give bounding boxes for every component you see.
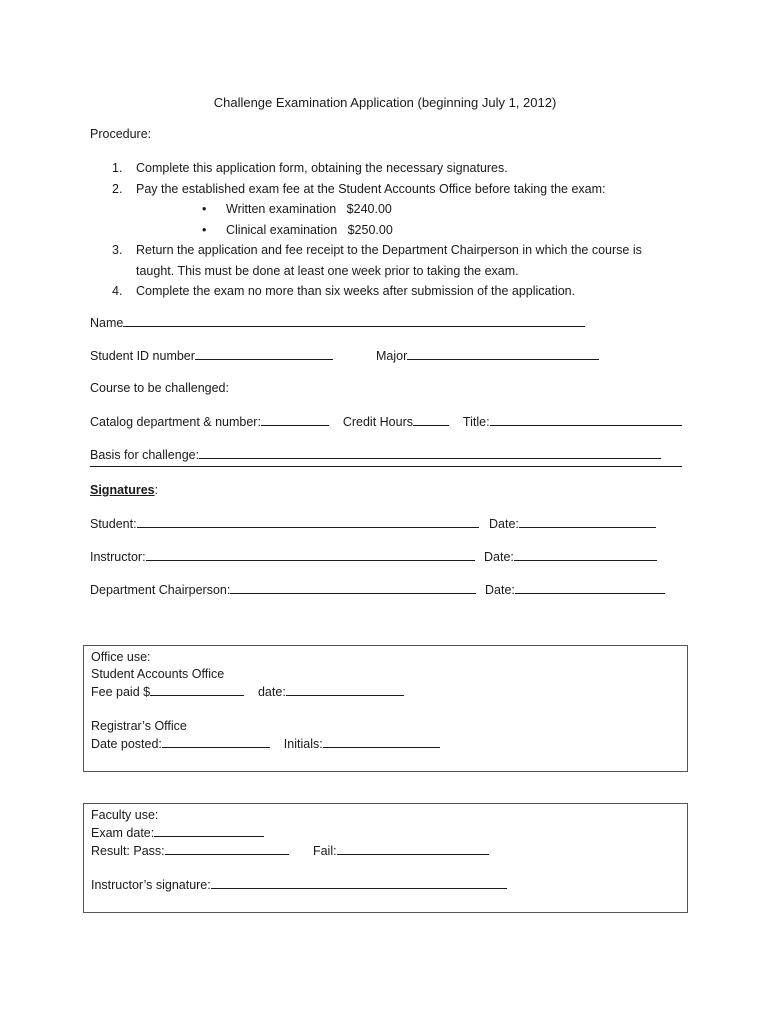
office-use-box	[83, 645, 688, 772]
chair-date-field[interactable]	[515, 582, 665, 594]
page-title: Challenge Examination Application (beginning July 1, 2012)	[213, 95, 557, 110]
procedure-label: Procedure:	[90, 127, 152, 141]
step-3-cont	[90, 261, 680, 282]
basis-label: Basis for challenge:	[90, 448, 200, 462]
student-id-field[interactable]	[195, 348, 333, 360]
result-row	[91, 843, 489, 858]
chair-signature-row	[90, 582, 476, 597]
registrar-label: Registrar’s Office	[91, 719, 187, 733]
step-1	[90, 158, 680, 179]
exam-date-field[interactable]	[154, 825, 264, 837]
instructor-sig-label: Instructor:	[90, 550, 146, 564]
fail-label: Fail:	[312, 844, 337, 858]
student-signature-row	[90, 516, 479, 531]
fee-label: Clinical examination	[226, 222, 338, 237]
date-posted-row	[91, 736, 440, 751]
initials-label: Initials:	[283, 737, 323, 751]
name-label: Name	[90, 316, 124, 330]
faculty-use-heading: Faculty use:	[91, 808, 159, 822]
date-label: Date:	[489, 517, 519, 531]
name-row	[90, 315, 585, 330]
instructor-date-field[interactable]	[514, 549, 657, 561]
major-field[interactable]	[407, 348, 599, 360]
procedure-list	[90, 158, 680, 302]
major-row	[376, 348, 599, 363]
chair-sig-label: Department Chairperson:	[90, 583, 231, 597]
exam-date-row	[91, 825, 264, 840]
instructor-date-row	[484, 549, 657, 564]
result-pass-label: Result: Pass:	[91, 844, 165, 858]
student-signature-field[interactable]	[137, 516, 479, 528]
step-text: Pay the established exam fee at the Student Accounts Office before taking the exam:	[136, 181, 606, 196]
step-text: Complete this application form, obtaining the necessary signatures.	[136, 161, 508, 175]
fee-item-written	[90, 199, 680, 220]
step-4	[90, 281, 680, 302]
course-title-label: Title:	[462, 415, 490, 429]
basis-field[interactable]	[199, 447, 661, 459]
catalog-field[interactable]	[261, 414, 329, 426]
step-number: 1.	[112, 161, 123, 175]
step-text: Complete the exam no more than six weeks after submission of the application.	[136, 284, 576, 298]
instructor-sig-label: Instructor’s signature:	[91, 878, 211, 892]
step-3	[90, 240, 680, 261]
chair-date-row	[485, 582, 665, 597]
step-text: Return the application and fee receipt to the Department Chairperson in which the course is	[136, 243, 642, 257]
step-2	[90, 179, 680, 200]
student-id-row	[90, 348, 333, 363]
fee-paid-field[interactable]	[150, 684, 244, 696]
catalog-label: Catalog department & number:	[90, 415, 261, 429]
student-id-label: Student ID number	[90, 349, 195, 363]
course-title-field[interactable]	[490, 414, 682, 426]
pass-field[interactable]	[165, 843, 289, 855]
fail-field[interactable]	[337, 843, 489, 855]
basis-row	[90, 447, 661, 462]
accounts-office-label: Student Accounts Office	[91, 667, 225, 681]
fee-date-label: date:	[257, 685, 286, 699]
signatures-heading-colon: :	[154, 483, 159, 497]
signatures-heading-text: Signatures	[90, 483, 155, 497]
course-label: Course to be challenged:	[90, 381, 229, 395]
step-number: 3.	[112, 243, 123, 257]
catalog-row	[90, 414, 682, 429]
bullet-icon: •	[202, 222, 207, 237]
student-date-row	[489, 516, 656, 531]
fee-amount: $250.00	[347, 222, 393, 237]
name-field[interactable]	[123, 315, 585, 327]
fee-item-clinical	[90, 220, 680, 241]
major-label: Major	[376, 349, 408, 363]
date-posted-label: Date posted:	[91, 737, 162, 751]
step-number: 2.	[112, 181, 123, 196]
student-date-field[interactable]	[519, 516, 656, 528]
initials-field[interactable]	[323, 736, 440, 748]
step-text: taught. This must be done at least one week prior to taking the exam.	[136, 263, 519, 278]
date-label: Date:	[485, 583, 515, 597]
bullet-icon: •	[202, 202, 207, 216]
instructor-signature-row	[90, 549, 475, 564]
date-posted-field[interactable]	[162, 736, 270, 748]
instructor-final-signature-field[interactable]	[211, 877, 507, 889]
credit-hours-label: Credit Hours	[342, 415, 414, 429]
fee-label: Written examination	[226, 202, 337, 216]
date-label: Date:	[484, 550, 514, 564]
student-sig-label: Student:	[90, 517, 137, 531]
divider	[90, 466, 682, 467]
chair-signature-field[interactable]	[230, 582, 476, 594]
signatures-heading	[90, 483, 158, 497]
credit-hours-field[interactable]	[413, 414, 449, 426]
exam-date-label: Exam date:	[91, 826, 155, 840]
fee-paid-row	[91, 684, 404, 699]
fee-paid-label: Fee paid $	[91, 685, 151, 699]
step-number: 4.	[112, 284, 123, 298]
instructor-sig-row	[91, 877, 507, 892]
fee-date-field[interactable]	[286, 684, 404, 696]
faculty-use-box	[83, 803, 688, 913]
fee-amount: $240.00	[346, 202, 392, 216]
instructor-signature-field[interactable]	[146, 549, 475, 561]
office-use-heading: Office use:	[91, 650, 151, 664]
